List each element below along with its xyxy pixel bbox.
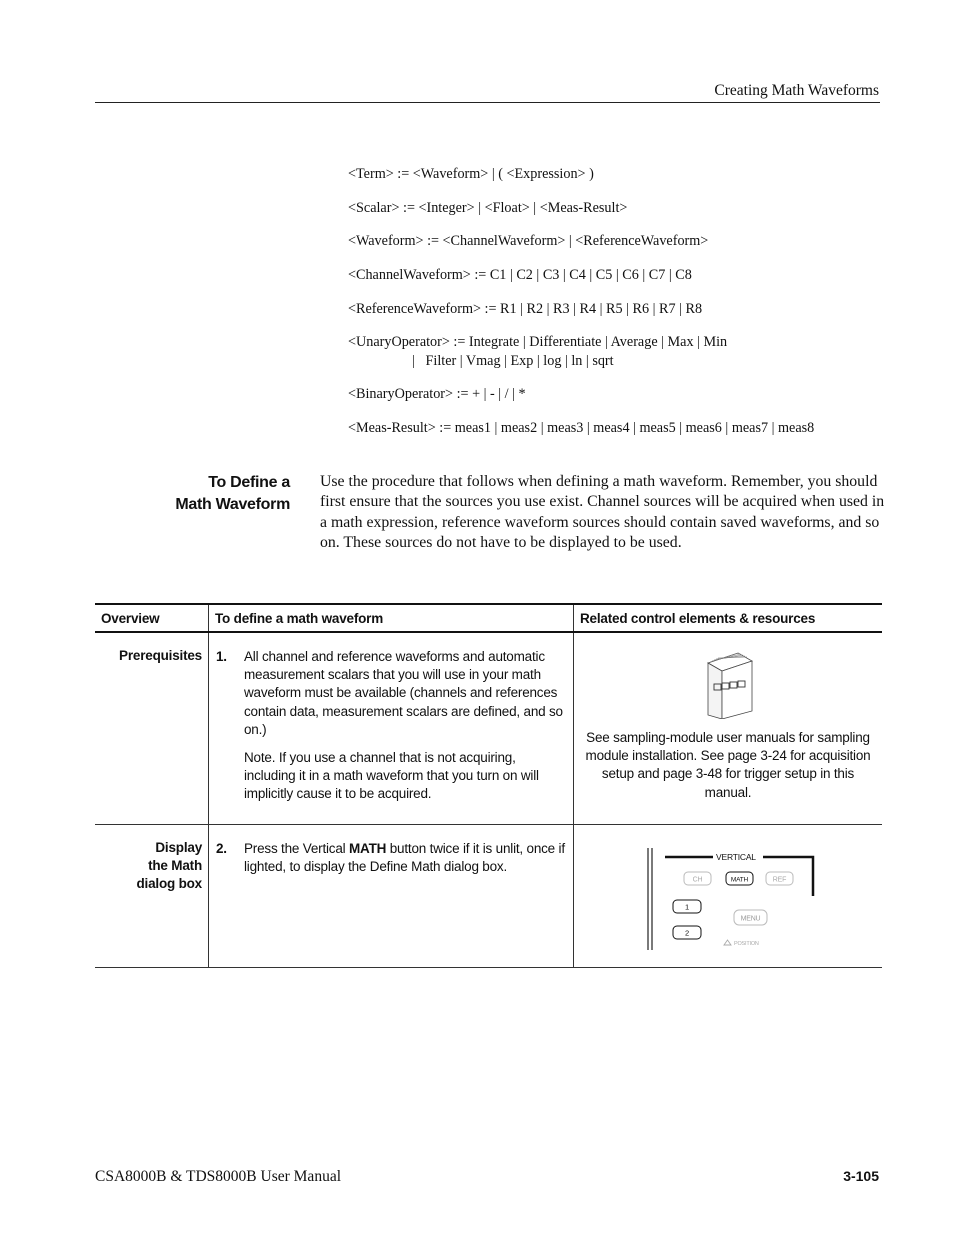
vertical-label: VERTICAL [716, 851, 756, 862]
position-label: POSITION [734, 940, 759, 947]
table-header-row [95, 604, 882, 632]
overview-line: dialog box [136, 875, 202, 891]
running-header: Creating Math Waveforms [714, 82, 879, 99]
step-text-part: Press the Vertical [244, 840, 349, 856]
math-button-label: MATH [730, 876, 749, 883]
table-row [95, 632, 882, 824]
grammar-unary-operator-cont: | Filter | Vmag | Exp | log | ln | sqrt [412, 353, 614, 369]
table-row [95, 824, 882, 967]
step-text [244, 840, 566, 876]
header-resources: Related control elements & resources [574, 604, 883, 632]
overview-line: the Math [148, 857, 202, 873]
grammar-binary-operator: <BinaryOperator> := + | - | / | * [348, 386, 526, 402]
footer-manual-title: CSA8000B & TDS8000B User Manual [95, 1168, 342, 1185]
ref-button-label: REF [772, 876, 787, 883]
section-heading [140, 472, 290, 516]
step-cell [209, 824, 574, 967]
grammar-reference-waveform: <ReferenceWaveform> := R1 | R2 | R3 | R4 | R5 | R6 | R7 | R8 [348, 301, 703, 317]
resource-cell [574, 824, 883, 967]
step-cell [209, 632, 574, 824]
step-note: Note. If you use a channel that is not acquiring, including it in a math waveform that you turn on will implicitly cause it to be acquired. [244, 750, 539, 802]
step-number: 2. [216, 840, 227, 856]
grammar-scalar: <Scalar> := <Integer> | <Float> | <Meas-Result> [348, 200, 628, 216]
overview-prerequisites: Prerequisites [95, 632, 209, 824]
step-text: All channel and reference waveforms and automatic measurement scalars that you will use in your math waveform must be available (channels and references contain data, measurement scalars are defined, and so on.) [244, 649, 563, 737]
menu-button-label: MENU [740, 915, 761, 922]
header-rule [95, 102, 880, 103]
vertical-panel-diagram [645, 846, 825, 956]
overview-display-dialog [95, 824, 209, 967]
ch-button-label: CH [692, 876, 703, 883]
step-number: 1. [216, 649, 227, 664]
channel-2-label: 2 [685, 928, 689, 937]
math-button-ref: MATH [349, 840, 387, 856]
position-arrow-icon [724, 940, 731, 945]
overview-line: Display [155, 839, 202, 855]
grammar-channel-waveform: <ChannelWaveform> := C1 | C2 | C3 | C4 | C5 | C6 | C7 | C8 [348, 267, 692, 283]
resource-cell [574, 632, 883, 824]
footer-page-number: 3-105 [843, 1168, 879, 1184]
header-overview: Overview [95, 604, 209, 632]
manual-book-icon [698, 649, 758, 719]
intro-paragraph: Use the procedure that follows when defining a math waveform. Remember, you should first ensure that the sources you use exist. Channel sources will be acquired when used in a math expression, reference waveform sources should contain saved waveforms, and so on. These sources do not have to be displayed to be used. [320, 473, 885, 552]
resource-text: See sampling-module user manuals for sampling module installation. See page 3-24 for acquisition setup and page 3-48 for trigger setup in this manual. [585, 730, 871, 800]
grammar-meas-result: <Meas-Result> := meas1 | meas2 | meas3 | meas4 | meas5 | meas6 | meas7 | meas8 [348, 420, 815, 436]
channel-1-label: 1 [685, 902, 689, 911]
header-procedure: To define a math waveform [209, 604, 574, 632]
grammar-unary-operator: <UnaryOperator> := Integrate | Differentiate | Average | Max | Min [348, 334, 728, 350]
section-heading-line2: Math Waveform [175, 496, 290, 513]
step-text-part: button twice if it is unlit, once if lighted, to display the Define Math dialog box. [244, 840, 565, 874]
grammar-waveform: <Waveform> := <ChannelWaveform> | <ReferenceWaveform> [348, 233, 709, 249]
grammar-term: <Term> := <Waveform> | ( <Expression> ) [348, 166, 594, 182]
section-heading-line1: To Define a [208, 474, 290, 491]
procedure-table [95, 603, 882, 968]
